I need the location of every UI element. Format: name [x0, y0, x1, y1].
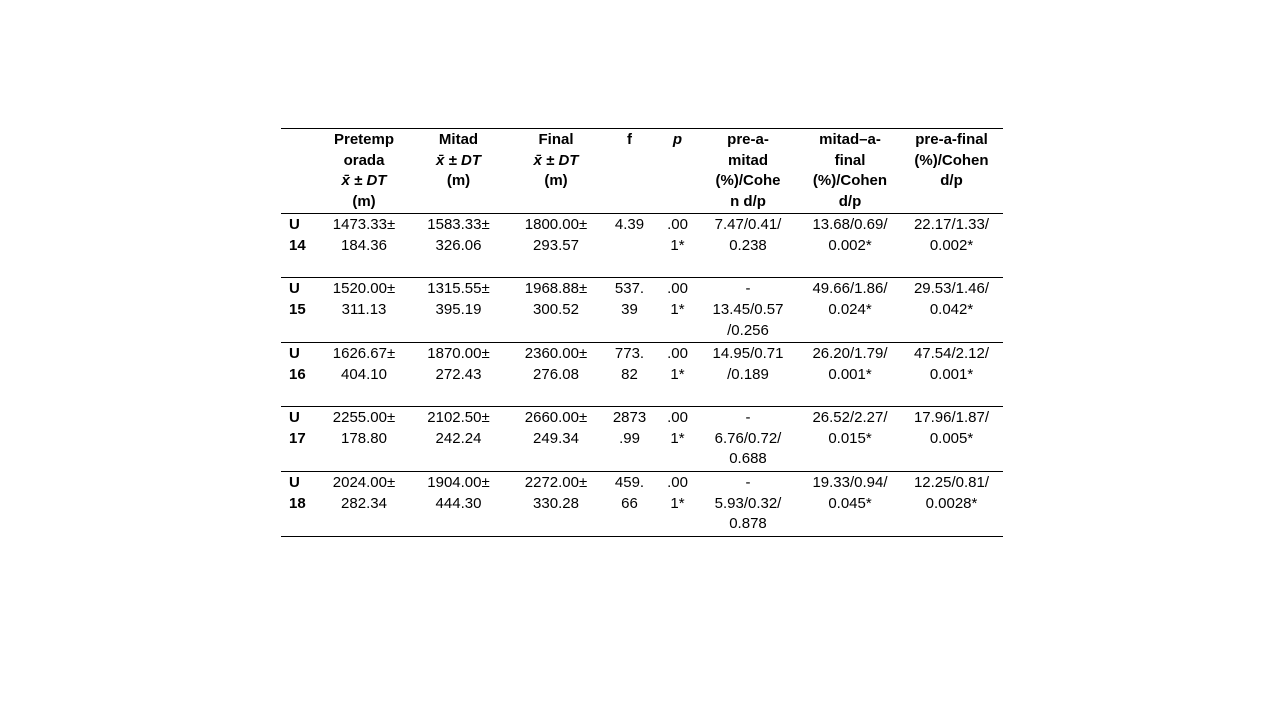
- cell-line: .00: [667, 345, 688, 363]
- mitad-a-final-cell: [800, 407, 900, 472]
- cell-line: 395.19: [435, 300, 482, 318]
- cell-line: 2660.00±: [524, 409, 588, 427]
- header-line: x̄ ± DT: [533, 151, 579, 169]
- cell-line: 0.238: [729, 236, 767, 254]
- header-line: (m): [446, 172, 471, 190]
- cell-line: -: [745, 409, 751, 427]
- cell-line: U: [289, 345, 300, 363]
- mitad-a-final-cell: [800, 278, 900, 343]
- cell-line: 1*: [670, 365, 685, 383]
- header-line: x̄ ± DT: [341, 172, 387, 190]
- cell-line: 1315.55±: [427, 280, 490, 298]
- cell-line: 17: [289, 429, 306, 447]
- cell-line: 0.002*: [929, 236, 974, 254]
- header-mitad: [405, 129, 512, 214]
- cell-line: 2255.00±: [332, 409, 396, 427]
- cell-line: 26.52/2.27/: [812, 409, 888, 427]
- pre-a-final-cell: [900, 407, 1003, 472]
- cell-line: 15: [289, 300, 306, 318]
- cell-line: 0.015*: [828, 429, 872, 447]
- results-table: [281, 128, 1003, 537]
- cell-line: 2102.50±: [427, 409, 490, 427]
- cell-line: .99: [619, 429, 640, 447]
- cell-line: .00: [667, 473, 688, 491]
- cell-line: 293.57: [533, 236, 579, 254]
- header-line: (%)/Cohe: [715, 172, 781, 190]
- cell-line: 249.34: [533, 429, 579, 447]
- cell-line: 459.: [614, 473, 645, 491]
- cell-line: 16: [289, 365, 306, 383]
- header-line: final: [834, 151, 866, 169]
- mitad-a-final-cell: [800, 343, 900, 407]
- pre-a-final-cell: [900, 278, 1003, 343]
- cell-line: -: [745, 473, 751, 491]
- cell-line: 1*: [670, 429, 685, 447]
- final-cell: [512, 278, 600, 343]
- cell-line: 0.042*: [929, 300, 974, 318]
- cell-line: 12.25/0.81/: [913, 473, 990, 491]
- header-line: (%)/Cohen: [812, 172, 888, 190]
- cell-line: 29.53/1.46/: [913, 280, 990, 298]
- final-cell: [512, 214, 600, 278]
- row-label-cell: [281, 214, 323, 278]
- row-label-cell: [281, 278, 323, 343]
- pre-a-final-cell: [900, 343, 1003, 407]
- p-cell: [659, 343, 696, 407]
- cell-line: 1904.00±: [427, 473, 490, 491]
- header-pre-a-final: [900, 129, 1003, 214]
- pre-a-final-cell: [900, 471, 1003, 536]
- header-line: d/p: [838, 192, 862, 210]
- mitad-cell: [405, 471, 512, 536]
- mitad-cell: [405, 214, 512, 278]
- cell-line: 7.47/0.41/: [714, 216, 782, 234]
- cell-line: 0.001*: [929, 365, 974, 383]
- header-line: n d/p: [730, 192, 766, 210]
- header-pre-a-mitad: [696, 129, 800, 214]
- cell-line: 0.0028*: [925, 494, 978, 512]
- header-line: pre-a-final: [915, 131, 988, 148]
- cell-line: 276.08: [533, 365, 579, 383]
- cell-line: 0.688: [729, 450, 767, 468]
- cell-line: 26.20/1.79/: [812, 345, 888, 363]
- results-table-container: [281, 128, 1003, 537]
- cell-line: U: [289, 473, 300, 491]
- cell-line: 326.06: [435, 236, 482, 254]
- cell-line: 178.80: [341, 429, 387, 447]
- cell-line: /0.189: [727, 365, 769, 383]
- header-line: p: [672, 131, 683, 148]
- cell-line: U: [289, 409, 300, 427]
- cell-line: 537.: [614, 280, 645, 298]
- pretemporada-cell: [323, 407, 405, 472]
- cell-line: /0.256: [727, 321, 769, 339]
- row-label-cell: [281, 343, 323, 407]
- row-label-cell: [281, 471, 323, 536]
- cell-line: 13.45/0.57: [712, 300, 784, 318]
- cell-line: .00: [667, 216, 688, 234]
- f-cell: [600, 278, 659, 343]
- cell-line: 13.68/0.69/: [812, 216, 888, 234]
- cell-line: 2360.00±: [524, 345, 588, 363]
- header-line: mitad–a-: [819, 131, 881, 148]
- cell-line: 47.54/2.12/: [913, 345, 990, 363]
- mitad-cell: [405, 278, 512, 343]
- cell-line: 1*: [670, 300, 685, 318]
- cell-line: 2024.00±: [332, 473, 396, 491]
- f-cell: [600, 471, 659, 536]
- cell-line: 19.33/0.94/: [812, 473, 888, 491]
- cell-line: 66: [621, 494, 638, 512]
- table-body: [281, 214, 1003, 536]
- f-cell: [600, 214, 659, 278]
- final-cell: [512, 407, 600, 472]
- pretemporada-cell: [323, 214, 405, 278]
- mitad-a-final-cell: [800, 214, 900, 278]
- table-row: [281, 407, 1003, 472]
- cell-line: 0.878: [729, 515, 767, 533]
- cell-line: 330.28: [533, 494, 579, 512]
- cell-line: -: [745, 280, 751, 298]
- table-row: [281, 278, 1003, 343]
- table-row: [281, 343, 1003, 407]
- cell-line: .00: [667, 409, 688, 427]
- cell-line: 1626.67±: [332, 345, 396, 363]
- header-p: [659, 129, 696, 214]
- cell-line: 18: [289, 494, 306, 512]
- p-cell: [659, 278, 696, 343]
- cell-line: 1*: [670, 494, 685, 512]
- header-line: d/p: [940, 172, 963, 190]
- row-label-cell: [281, 407, 323, 472]
- table-row: [281, 471, 1003, 536]
- header-mitad-a-final: [800, 129, 900, 214]
- mitad-cell: [405, 343, 512, 407]
- header-line: pre-a-: [727, 131, 769, 148]
- cell-line: 1520.00±: [332, 280, 396, 298]
- header-line: (m): [544, 172, 568, 190]
- pre-a-mitad-cell: [696, 471, 800, 536]
- p-cell: [659, 471, 696, 536]
- cell-line: 17.96/1.87/: [913, 409, 990, 427]
- cell-line: 444.30: [435, 494, 482, 512]
- cell-line: 1473.33±: [332, 216, 396, 234]
- pretemporada-cell: [323, 278, 405, 343]
- cell-line: 0.045*: [828, 494, 872, 512]
- header-line: f: [627, 131, 632, 148]
- p-cell: [659, 214, 696, 278]
- header-f: [600, 129, 659, 214]
- f-cell: [600, 407, 659, 472]
- cell-line: 773.: [614, 345, 645, 363]
- table-header-row: [281, 129, 1003, 214]
- cell-line: U: [289, 216, 300, 234]
- header-pretemporada: [323, 129, 405, 214]
- header-empty: [281, 129, 323, 214]
- header-final: [512, 129, 600, 214]
- header-line: orada: [343, 151, 385, 169]
- cell-line: 272.43: [435, 365, 482, 383]
- pre-a-mitad-cell: [696, 214, 800, 278]
- cell-line: 282.34: [341, 494, 387, 512]
- pre-a-mitad-cell: [696, 343, 800, 407]
- cell-line: 0.024*: [828, 300, 872, 318]
- pretemporada-cell: [323, 343, 405, 407]
- p-cell: [659, 407, 696, 472]
- mitad-cell: [405, 407, 512, 472]
- cell-line: 2873: [612, 409, 647, 427]
- cell-line: 49.66/1.86/: [812, 280, 888, 298]
- cell-line: U: [289, 280, 300, 298]
- cell-line: 5.93/0.32/: [714, 494, 782, 512]
- cell-line: 0.002*: [828, 236, 872, 254]
- cell-line: 1800.00±: [524, 216, 588, 234]
- pre-a-final-cell: [900, 214, 1003, 278]
- cell-line: 0.005*: [929, 429, 974, 447]
- pre-a-mitad-cell: [696, 278, 800, 343]
- cell-line: 14.95/0.71: [712, 345, 784, 363]
- cell-line: 311.13: [341, 300, 387, 318]
- cell-line: 1583.33±: [427, 216, 490, 234]
- header-line: Final: [538, 131, 574, 148]
- cell-line: 22.17/1.33/: [913, 216, 990, 234]
- cell-line: 242.24: [435, 429, 482, 447]
- mitad-a-final-cell: [800, 471, 900, 536]
- cell-line: 0.001*: [828, 365, 872, 383]
- cell-line: 404.10: [341, 365, 387, 383]
- cell-line: .00: [667, 280, 688, 298]
- cell-line: 2272.00±: [524, 473, 588, 491]
- cell-line: 1*: [670, 236, 685, 254]
- header-line: Pretemp: [333, 131, 395, 148]
- cell-line: 1968.88±: [524, 280, 588, 298]
- cell-line: 4.39: [614, 216, 645, 234]
- table-row: [281, 214, 1003, 278]
- header-line: x̄ ± DT: [436, 151, 481, 169]
- cell-line: 14: [289, 236, 306, 254]
- header-line: mitad: [727, 151, 768, 169]
- header-line: (%)/Cohen: [914, 151, 989, 169]
- cell-line: 6.76/0.72/: [714, 429, 782, 447]
- pre-a-mitad-cell: [696, 407, 800, 472]
- final-cell: [512, 471, 600, 536]
- cell-line: 1870.00±: [427, 345, 490, 363]
- f-cell: [600, 343, 659, 407]
- cell-line: 300.52: [533, 300, 579, 318]
- header-line: (m): [352, 192, 376, 210]
- cell-line: 82: [621, 365, 638, 383]
- cell-line: 39: [621, 300, 638, 318]
- pretemporada-cell: [323, 471, 405, 536]
- header-line: Mitad: [438, 131, 479, 148]
- cell-line: 184.36: [341, 236, 387, 254]
- final-cell: [512, 343, 600, 407]
